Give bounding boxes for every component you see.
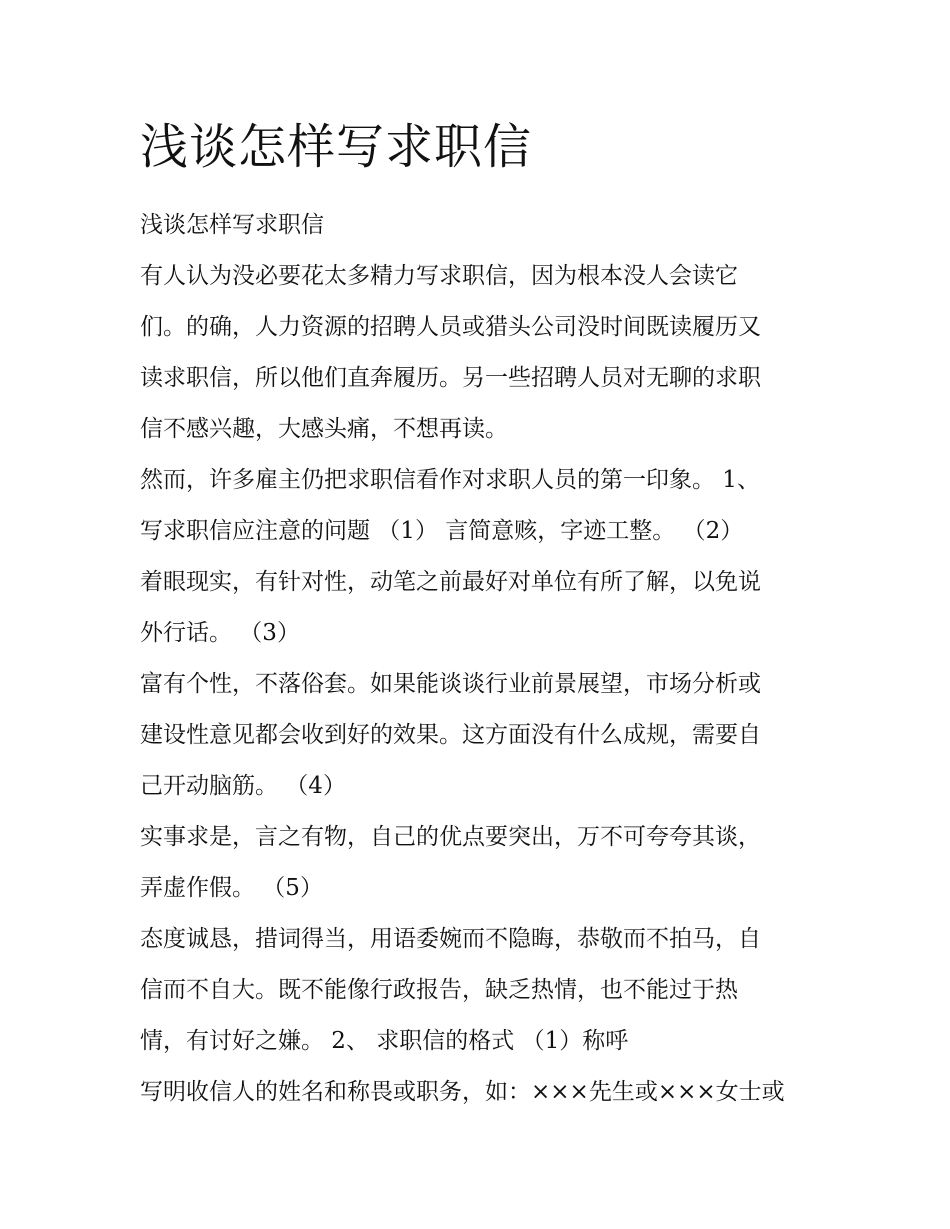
body-line: 富有个性，不落俗套。如果能谈谈行业前景展望，市场分析或 <box>140 671 761 697</box>
body-line: 写明收信人的姓名和称畏或职务，如：×××先生或×××女士或 <box>140 1079 785 1105</box>
body-line: 浅谈怎样写求职信 <box>140 212 324 238</box>
body-line: 然而，许多雇主仍把求职信看作对求职人员的第一印象。 1、 <box>140 467 760 493</box>
body-line: 们。的确，人力资源的招聘人员或猎头公司没时间既读履历又 <box>140 314 761 340</box>
body-line: 态度诚恳，措词得当，用语委婉而不隐晦，恭敬而不拍马，自 <box>140 926 761 952</box>
body-line: 实事求是，言之有物，自己的优点要突出，万不可夸夸其谈， <box>140 824 761 850</box>
document-title: 浅谈怎样写求职信 <box>140 119 533 175</box>
body-line: 写求职信应注意的问题 （1） 言简意赅，字迹工整。 （2） <box>140 518 744 544</box>
body-line: 着眼现实，有针对性，动笔之前最好对单位有所了解，以免说 <box>140 569 761 595</box>
body-line: 弄虚作假。 （5） <box>140 875 323 901</box>
body-line: 有人认为没必要花太多精力写求职信，因为根本没人会读它 <box>140 263 738 289</box>
body-line: 信而不自大。既不能像行政报告，缺乏热情，也不能过于热 <box>140 977 738 1003</box>
body-line: 建设性意见都会收到好的效果。这方面没有什么成规，需要自 <box>140 722 761 748</box>
body-line: 读求职信，所以他们直奔履历。另一些招聘人员对无聊的求职 <box>140 365 761 391</box>
body-line: 信不感兴趣，大感头痛，不想再读。 <box>140 416 508 442</box>
body-line: 己开动脑筋。 （4） <box>140 773 346 799</box>
document-body <box>140 200 820 1118</box>
body-line: 外行话。 （3） <box>140 620 300 646</box>
body-line: 情，有讨好之嫌。 2、 求职信的格式 （1）称呼 <box>140 1028 629 1054</box>
